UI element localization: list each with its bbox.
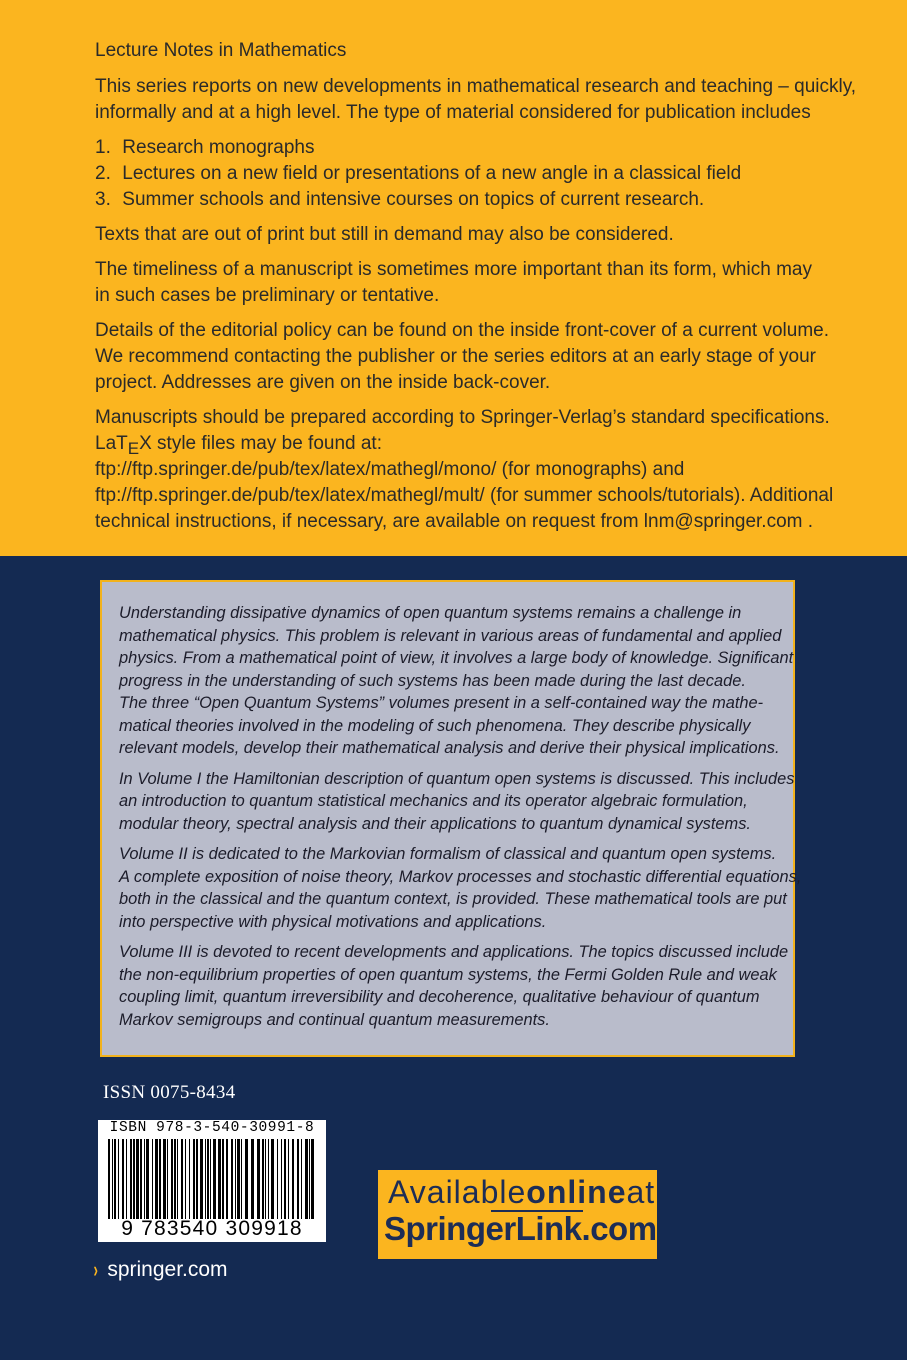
latex-part: LaT	[95, 433, 128, 454]
text-line: progress in the understanding of such systems has been made during the last decade.	[119, 671, 746, 690]
barcode-bar	[133, 1139, 135, 1219]
barcode-bar	[251, 1139, 254, 1219]
isbn-label: ISBN 978-3-540-30991-8	[109, 1120, 315, 1136]
springer-website-link[interactable]	[92, 1257, 228, 1283]
barcode-bar	[268, 1139, 269, 1219]
barcode-bar	[155, 1139, 158, 1219]
online-word: online	[526, 1174, 627, 1210]
barcode-bar	[265, 1139, 266, 1219]
barcode-bar	[213, 1139, 216, 1219]
latex-rest: X style files may be found at:	[139, 433, 382, 454]
barcode-bar	[136, 1139, 139, 1219]
text-line: both in the classical and the quantum context, is provided. These mathematical tools are put	[119, 890, 787, 908]
barcode-bar	[288, 1139, 289, 1219]
abstract-paragraph	[119, 602, 794, 760]
barcode-bar	[235, 1139, 236, 1219]
text-line: In Volume I the Hamiltonian description of quantum open systems is discussed. This includes	[119, 769, 795, 788]
abstract-paragraph	[119, 843, 802, 933]
text-line: relevant models, develop their mathematical analysis and derive their physical implications.	[119, 739, 780, 757]
barcode-bar	[146, 1139, 149, 1219]
text-line: Understanding dissipative dynamics of open quantum systems remains a challenge in	[119, 604, 742, 622]
abstract-paragraph	[119, 768, 795, 836]
text-line: informally and at a high level. The type of material considered for publication includes	[95, 102, 811, 123]
barcode-bar	[262, 1139, 264, 1219]
out-of-print-note: Texts that are out of print but still in demand may also be considered.	[95, 224, 674, 245]
springerlink-badge	[378, 1170, 657, 1259]
barcode-bar	[231, 1139, 233, 1219]
barcode-bar	[163, 1139, 166, 1219]
latex-line	[95, 431, 855, 457]
abstract-box	[100, 580, 802, 1057]
text-line: Volume II is dedicated to the Markovian formalism of classical and quantum open systems.	[119, 845, 777, 863]
series-info-panel	[0, 0, 907, 556]
barcode-bar	[152, 1139, 153, 1219]
barcode-bar	[159, 1139, 161, 1219]
barcode-bar	[130, 1139, 132, 1219]
barcode-bar	[207, 1139, 209, 1219]
series-info-text	[95, 38, 855, 544]
text-line: in such cases be preliminary or tentative.	[95, 285, 440, 306]
manuscript-instructions	[95, 405, 855, 535]
barcode-bar	[226, 1139, 228, 1219]
barcode-bar	[108, 1139, 110, 1219]
barcode-bar	[144, 1139, 145, 1219]
barcode-bar	[200, 1139, 203, 1219]
text-line: matical theories involved in the modeling of such phenomena. They describe physically	[119, 716, 751, 735]
list-text: Research monographs	[122, 137, 315, 158]
barcode-bar	[122, 1139, 124, 1219]
springer-website-text: springer.com	[107, 1258, 228, 1281]
barcode-bar	[218, 1139, 221, 1219]
series-title: Lecture Notes in Mathematics	[95, 40, 347, 61]
barcode-bar	[284, 1139, 286, 1219]
barcode-digits: 9 783540 309918	[121, 1217, 303, 1240]
barcode-bar	[297, 1139, 299, 1219]
available-online-line	[388, 1174, 655, 1211]
barcode-bar	[311, 1139, 314, 1219]
barcode-bar	[174, 1139, 176, 1219]
text-line: coupling limit, quantum irreversibility and decoherence, qualitative behaviour of quantum	[119, 988, 760, 1006]
issn-label: ISSN 0075-8434	[103, 1082, 236, 1103]
barcode-bars	[104, 1139, 320, 1219]
latex-e: E	[127, 439, 140, 458]
publication-types-list	[95, 135, 855, 213]
text-line: Markov semigroups and continual quantum measurements.	[119, 1010, 550, 1029]
text-line: The three “Open Quantum Systems” volumes present in a self-contained way the mathe-	[119, 694, 764, 712]
barcode-bar	[114, 1139, 116, 1219]
abstract-text	[119, 602, 802, 1039]
barcode-bar	[185, 1139, 186, 1219]
text-line: Details of the editorial policy can be found on the inside front-cover of a current volume.	[95, 320, 830, 341]
text-line: the non-equilibrium properties of open quantum systems, the Fermi Golden Rule and weak	[119, 965, 777, 984]
barcode-bar	[245, 1139, 248, 1219]
text-line: into perspective with physical motivations and applications.	[119, 912, 547, 931]
barcode-bar	[112, 1139, 113, 1219]
list-text: Lectures on a new field or presentations of a new angle in a classical field	[122, 163, 742, 184]
barcode-bar	[118, 1139, 119, 1219]
barcode-bar	[210, 1139, 211, 1219]
barcode-bar	[140, 1139, 142, 1219]
list-item	[95, 161, 855, 187]
barcode-bar	[222, 1139, 224, 1219]
text-line: A complete exposition of noise theory, Markov processes and stochastic differential equations,	[119, 867, 802, 886]
barcode-bar	[181, 1139, 183, 1219]
text-line: Volume III is devoted to recent developments and applications. The topics discussed include	[119, 943, 789, 961]
barcode-bar	[237, 1139, 240, 1219]
at-word: at	[626, 1174, 656, 1210]
barcode-bar	[196, 1139, 198, 1219]
springerlink-url: SpringerLink.com	[384, 1210, 657, 1247]
barcode-bar	[177, 1139, 178, 1219]
barcode-bar	[301, 1139, 302, 1219]
abstract-paragraph	[119, 941, 789, 1031]
editorial-details	[95, 318, 855, 396]
barcode-bar	[292, 1139, 294, 1219]
barcode-bar	[309, 1139, 310, 1219]
list-number: 2.	[95, 163, 111, 184]
chevron-right-icon: ›	[93, 1257, 98, 1282]
barcode-bar	[167, 1139, 168, 1219]
barcode-bar	[277, 1139, 278, 1219]
isbn-barcode	[98, 1120, 326, 1242]
barcode-bar	[205, 1139, 206, 1219]
ftp-mult-link[interactable]: ftp://ftp.springer.de/pub/tex/latex/mathegl/mult/ (for summer schools/tutorials). Additional	[95, 485, 834, 506]
barcode-bar	[171, 1139, 173, 1219]
list-text: Summer schools and intensive courses on topics of current research.	[122, 189, 705, 210]
barcode-bar	[257, 1139, 260, 1219]
barcode-bar	[193, 1139, 195, 1219]
barcode-bar	[126, 1139, 127, 1219]
text-line: technical instructions, if necessary, are available on request from lnm@springer.com .	[95, 511, 814, 532]
text-line: modular theory, spectral analysis and their applications to quantum dynamical systems.	[119, 814, 751, 833]
series-intro	[95, 74, 855, 126]
available-word: Available	[388, 1174, 527, 1210]
barcode-bar	[189, 1139, 190, 1219]
barcode-bar	[305, 1139, 308, 1219]
text-line: mathematical physics. This problem is relevant in various areas of fundamental and applied	[119, 626, 782, 645]
text-line: The timeliness of a manuscript is sometimes more important than its form, which may	[95, 259, 812, 280]
text-line: Manuscripts should be prepared according to Springer-Verlag’s standard specifications.	[95, 407, 830, 428]
barcode-bar	[271, 1139, 274, 1219]
list-item	[95, 187, 855, 213]
text-line: physics. From a mathematical point of view, it involves a large body of knowledge. Significant	[119, 649, 794, 667]
barcode-bar	[281, 1139, 282, 1219]
text-line: This series reports on new developments in mathematical research and teaching – quickly,	[95, 76, 857, 97]
text-line: an introduction to quantum statistical mechanics and its operator algebraic formulation,	[119, 792, 748, 810]
list-item	[95, 135, 855, 161]
list-number: 1.	[95, 137, 111, 158]
text-line: project. Addresses are given on the inside back-cover.	[95, 372, 551, 393]
ftp-mono-link[interactable]: ftp://ftp.springer.de/pub/tex/latex/mathegl/mono/ (for monographs) and	[95, 459, 685, 480]
barcode-bar	[241, 1139, 242, 1219]
timeliness-note	[95, 257, 855, 309]
list-number: 3.	[95, 189, 111, 210]
text-line: We recommend contacting the publisher or the series editors at an early stage of your	[95, 346, 816, 367]
